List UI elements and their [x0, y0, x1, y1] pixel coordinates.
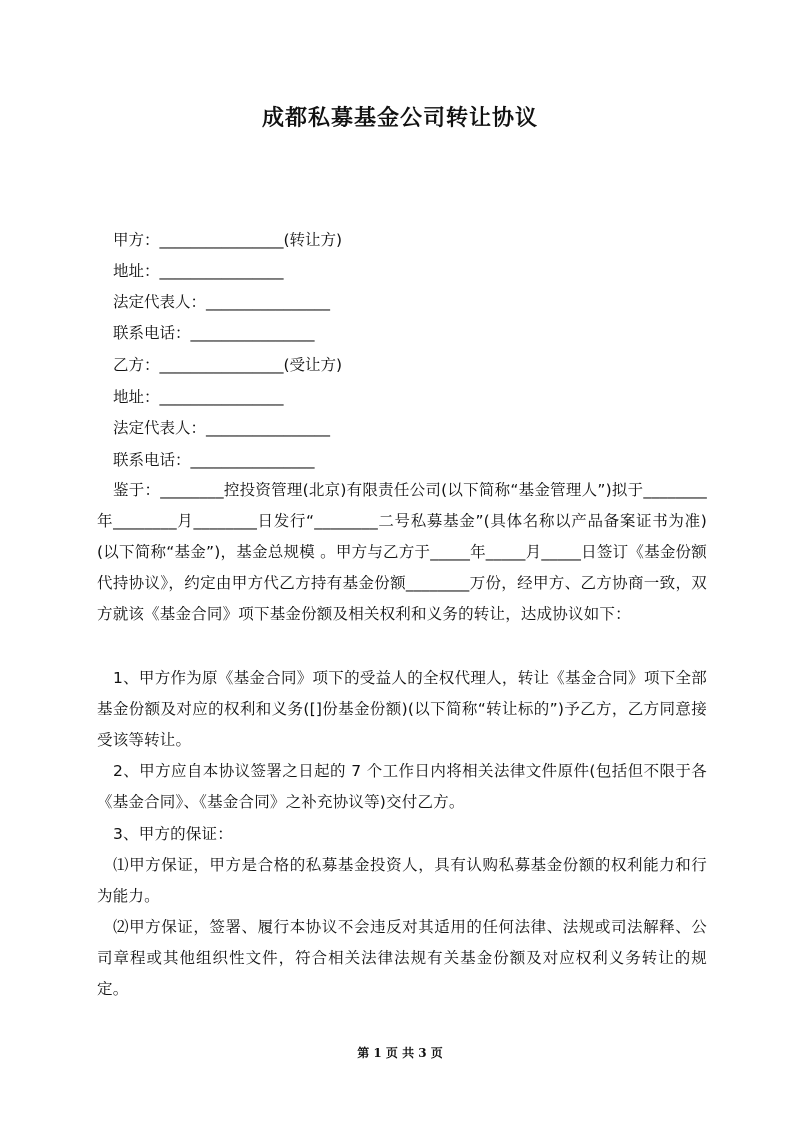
whereas-paragraph: 鉴于：________控投资管理(北京)有限责任公司(以下简称“基金管理人”)拟于________年________月________日发行“________二号私募基金”(具体名称以产品备案证书为准)(以下简称“基金”)，基金总规模 。甲方与乙方于_____年_____月_____日签订《基金份额代持协议》，约定由甲方代乙方持有基金份额________万份，经甲方、乙方协商一致，双方就该《基金合同》项下基金份额及相关权利和义务的转让，达成协议如下： — [97, 481, 707, 623]
party-b-legal-rep-field: 法定代表人：________________ — [113, 419, 331, 437]
clause-3-heading: 3、甲方的保证： — [113, 825, 233, 843]
clause-1-paragraph: 1、甲方作为原《基金合同》项下的受益人的全权代理人，转让《基金合同》项下全部基金份额及对应的权利和义务([]份基金份额)(以下简称“转让标的”)予乙方，乙方同意接受该等转让。 — [97, 669, 707, 749]
party-a-name-field: 甲方：________________(转让方) — [113, 231, 343, 249]
page-number-footer: 第 1 页 共 3 页 — [357, 1046, 443, 1060]
clause-3-2-paragraph: ⑵甲方保证，签署、履行本协议不会违反对其适用的任何法律、法规或司法解释、公司章程或其他组织性文件，符合相关法律法规有关基金份额及对应权利义务转让的规定。 — [97, 918, 707, 998]
clause-2-paragraph: 2、甲方应自本协议签署之日起的 7 个工作日内将相关法律文件原件(包括但不限于各《基金合同》、《基金合同》之补充协议等)交付乙方。 — [97, 762, 707, 811]
party-b-name-field: 乙方：________________(受让方) — [113, 356, 343, 374]
party-b-address-field: 地址：________________ — [113, 388, 284, 406]
party-b-phone-field: 联系电话：________________ — [113, 451, 315, 469]
party-a-address-field: 地址：________________ — [113, 262, 284, 280]
party-a-phone-field: 联系电话：________________ — [113, 324, 315, 342]
document-title: 成都私募基金公司转让协议 — [261, 106, 538, 131]
clause-3-1-paragraph: ⑴甲方保证，甲方是合格的私募基金投资人，具有认购私募基金份额的权利能力和行为能力。 — [97, 856, 707, 905]
party-a-legal-rep-field: 法定代表人：________________ — [113, 293, 331, 311]
